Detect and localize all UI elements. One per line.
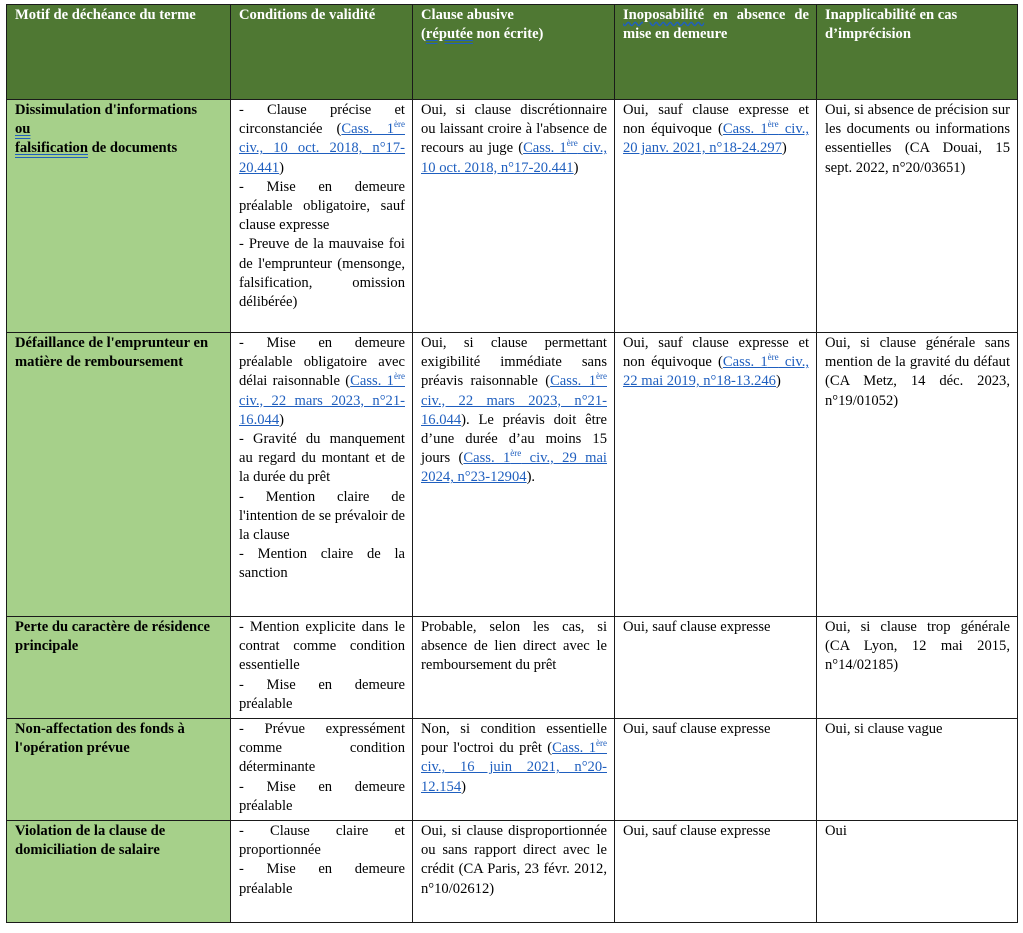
- header-inopposabilite: Inoposabilité en absence de mise en demeure: [615, 5, 817, 100]
- clause-abusive-cell: Oui, si clause disproportionnée ou sans rapport direct avec le crédit (CA Paris, 23 févr. 2012, n°10/02612): [413, 821, 615, 923]
- clause-abusive-cell: Oui, si clause permettant exigibilité immédiate sans préavis raisonnable (Cass. 1ère civ., 22 mars 2023, n°21-16.044). Le préavis doit être d’une durée d’au moins 15 jours (Cass. 1ère civ., 29 mai 2024, n°23-12904).: [413, 333, 615, 617]
- case-link[interactable]: Cass. 1ère civ., 10 oct. 2018, n°17-20.441: [421, 138, 607, 176]
- motif-non-affectation: Non-affectation des fonds à l'opération prévue: [7, 719, 231, 821]
- clause-abusive-cell: Non, si condition essentielle pour l'octroi du prêt (Cass. 1ère civ., 16 juin 2021, n°20-12.154): [413, 719, 615, 821]
- case-link[interactable]: Cass. 1ère civ., 10 oct. 2018, n°17-20.441: [239, 119, 405, 176]
- table-row: [7, 617, 1018, 719]
- case-link[interactable]: Cass. 1ère civ., 22 mai 2019, n°18-13.246: [623, 352, 809, 390]
- inapplicabilite-cell: Oui, si absence de précision sur les documents ou informations essentielles (CA Douai, 15 sept. 2022, n°20/03651): [817, 100, 1018, 333]
- inapplicabilite-cell: Oui, si clause générale sans mention de la gravité du défaut (CA Metz, 14 déc. 2023, n°19/01052): [817, 333, 1018, 617]
- conditions-cell: - Clause précise et circonstanciée (Cass. 1ère civ., 10 oct. 2018, n°17-20.441) - Mise en demeure préalable obligatoire, sauf clause expresse - Preuve de la mauvaise foi de l'emprunteur (mensonge, falsification, omission délibérée): [231, 100, 413, 333]
- decheance-table: [6, 4, 1018, 923]
- table-row: [7, 821, 1018, 923]
- motif-residence: Perte du caractère de résidence principale: [7, 617, 231, 719]
- table-row: [7, 100, 1018, 333]
- conditions-cell: - Mise en demeure préalable obligatoire avec délai raisonnable (Cass. 1ère civ., 22 mars 2023, n°21-16.044) - Gravité du manquement au regard du montant et de la durée du prêt - Mention claire de l'intention de se prévaloir de la clause - Mention claire de la sanction: [231, 333, 413, 617]
- conditions-cell: - Prévue expressément comme condition déterminante - Mise en demeure préalable: [231, 719, 413, 821]
- header-motif: Motif de déchéance du terme: [7, 5, 231, 100]
- case-link[interactable]: Cass. 1ère civ., 22 mars 2023, n°21-16.044: [421, 371, 607, 428]
- case-link[interactable]: Cass. 1ère civ., 20 janv. 2021, n°18-24.297: [623, 119, 809, 157]
- motif-domiciliation: Violation de la clause de domiciliation de salaire: [7, 821, 231, 923]
- motif-dissimulation: Dissimulation d'informations ou falsification de documents: [7, 100, 231, 333]
- inopposabilite-cell: Oui, sauf clause expresse: [615, 719, 817, 821]
- header-inapplicabilite: Inapplicabilité en cas d’imprécision: [817, 5, 1018, 100]
- header-conditions: Conditions de validité: [231, 5, 413, 100]
- case-link[interactable]: Cass. 1ère civ., 16 juin 2021, n°20-12.154: [421, 738, 607, 795]
- conditions-cell: - Mention explicite dans le contrat comme condition essentielle - Mise en demeure préalable: [231, 617, 413, 719]
- inopposabilite-cell: Oui, sauf clause expresse: [615, 617, 817, 719]
- clause-abusive-cell: Probable, selon les cas, si absence de lien direct avec le remboursement du prêt: [413, 617, 615, 719]
- case-link[interactable]: Cass. 1ère civ., 22 mars 2023, n°21-16.044: [239, 371, 405, 428]
- inapplicabilite-cell: Oui, si clause vague: [817, 719, 1018, 821]
- inapplicabilite-cell: Oui, si clause trop générale (CA Lyon, 12 mai 2015, n°14/02185): [817, 617, 1018, 719]
- inapplicabilite-cell: Oui: [817, 821, 1018, 923]
- header-clause-abusive: Clause abusive (réputée non écrite): [413, 5, 615, 100]
- inopposabilite-cell: Oui, sauf clause expresse et non équivoque (Cass. 1ère civ., 22 mai 2019, n°18-13.246): [615, 333, 817, 617]
- motif-defaillance: Défaillance de l'emprunteur en matière de remboursement: [7, 333, 231, 617]
- table-row: [7, 333, 1018, 617]
- table-header-row: [7, 5, 1018, 100]
- clause-abusive-cell: Oui, si clause discrétionnaire ou laissant croire à l'absence de recours au juge (Cass. 1ère civ., 10 oct. 2018, n°17-20.441): [413, 100, 615, 333]
- table-row: [7, 719, 1018, 821]
- case-link[interactable]: Cass. 1ère civ., 29 mai 2024, n°23-12904: [421, 448, 607, 486]
- inopposabilite-cell: Oui, sauf clause expresse et non équivoque (Cass. 1ère civ., 20 janv. 2021, n°18-24.297): [615, 100, 817, 333]
- inopposabilite-cell: Oui, sauf clause expresse: [615, 821, 817, 923]
- conditions-cell: - Clause claire et proportionnée - Mise en demeure préalable: [231, 821, 413, 923]
